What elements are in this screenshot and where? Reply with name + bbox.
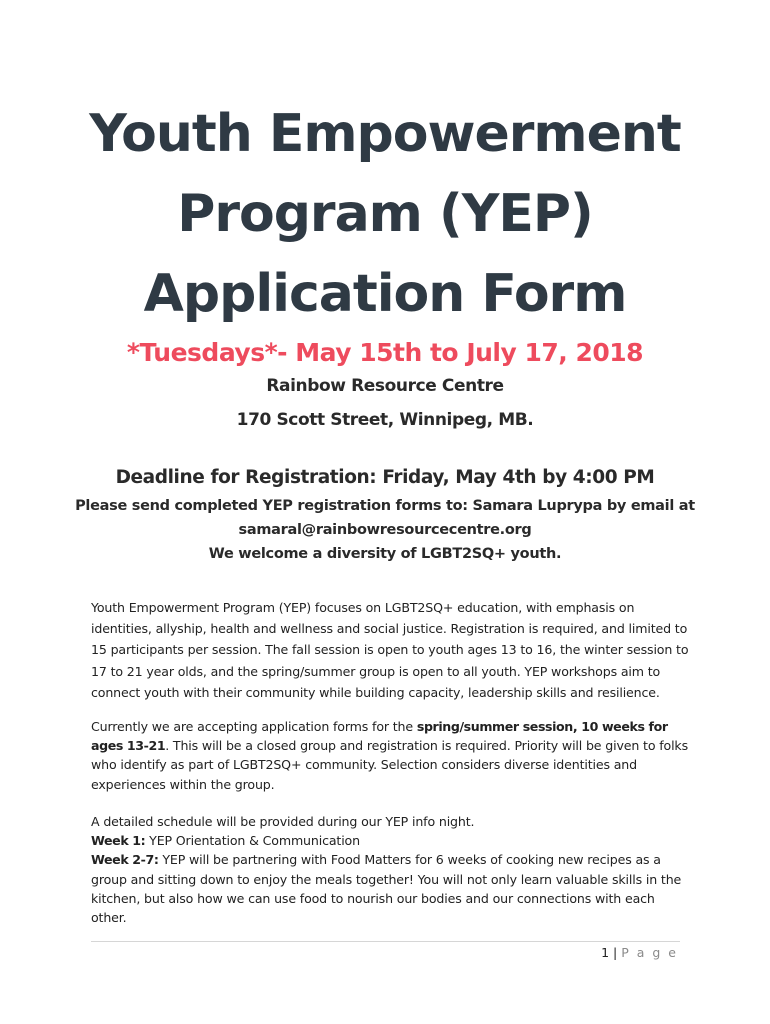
location-address: 170 Scott Street, Winnipeg, MB. [236,410,534,430]
application-info [91,717,691,794]
paragraph-1: Youth Empowerment Program (YEP) focuses on LGBT2SQ+ education, with emphasis on identities, allyship, health and wellness and social justice. Registration is required, and limited to 15 participants per session. The fall session is open to youth ages 13 to 16, the winter session to 17 to 21 year olds, and the spring/summer group is open to all youth. YEP workshops aim to connect youth with their community while building capacity, leadership skills and resilience. [91,600,689,700]
page-footer [601,945,678,960]
registration-deadline: Deadline for Registration: Friday, May 4th by 4:00 PM [115,467,655,488]
session-highlight: spring/summer session, 10 weeks for ages 13-21 [91,719,668,754]
week-2-7-item [91,850,691,927]
page-number: 1 [601,945,610,960]
title-line-2: Program (YEP) [177,184,593,244]
week-2-7-label: Week 2-7: [91,852,159,868]
session-dates: *Tuesdays*- May 15th to July 17, 2018 [126,338,644,367]
contact-instructions: Please send completed YEP registration forms to: Samara Luprypa by email at [75,498,695,514]
schedule-section [91,812,691,927]
title-line-1: Youth Empowerment [89,104,681,164]
week-1-label: Week 1: [91,833,146,849]
location-name: Rainbow Resource Centre [266,376,504,396]
program-description [91,597,691,703]
paragraph-2-intro: Currently we are accepting application forms for the [91,719,417,734]
week-2-7-text: YEP will be partnering with Food Matters for 6 weeks of cooking new recipes as a group and sitting down to enjoy the meals together! You will not only learn valuable skills in the kitchen, but also how we can use food to nourish our bodies and our connections with each other. [91,852,682,926]
welcome-statement: We welcome a diversity of LGBT2SQ+ youth. [208,546,562,562]
title-line-3: Application Form [143,264,627,324]
paragraph-2-rest: . This will be a closed group and registration is required. Priority will be given to folks who identify as part of LGBT2SQ+ community. Selection considers diverse identities and experiences within the group. [91,738,688,792]
schedule-intro: A detailed schedule will be provided during our YEP info night. [91,814,475,829]
contact-email[interactable]: samaral@rainbowresourcecentre.org [238,522,532,538]
footer-divider [91,941,680,942]
week-1-item [91,831,691,850]
paragraph-2 [91,717,691,794]
footer-separator: | [609,945,622,960]
page-label: P a g e [621,945,678,960]
week-1-text: YEP Orientation & Communication [145,833,360,849]
